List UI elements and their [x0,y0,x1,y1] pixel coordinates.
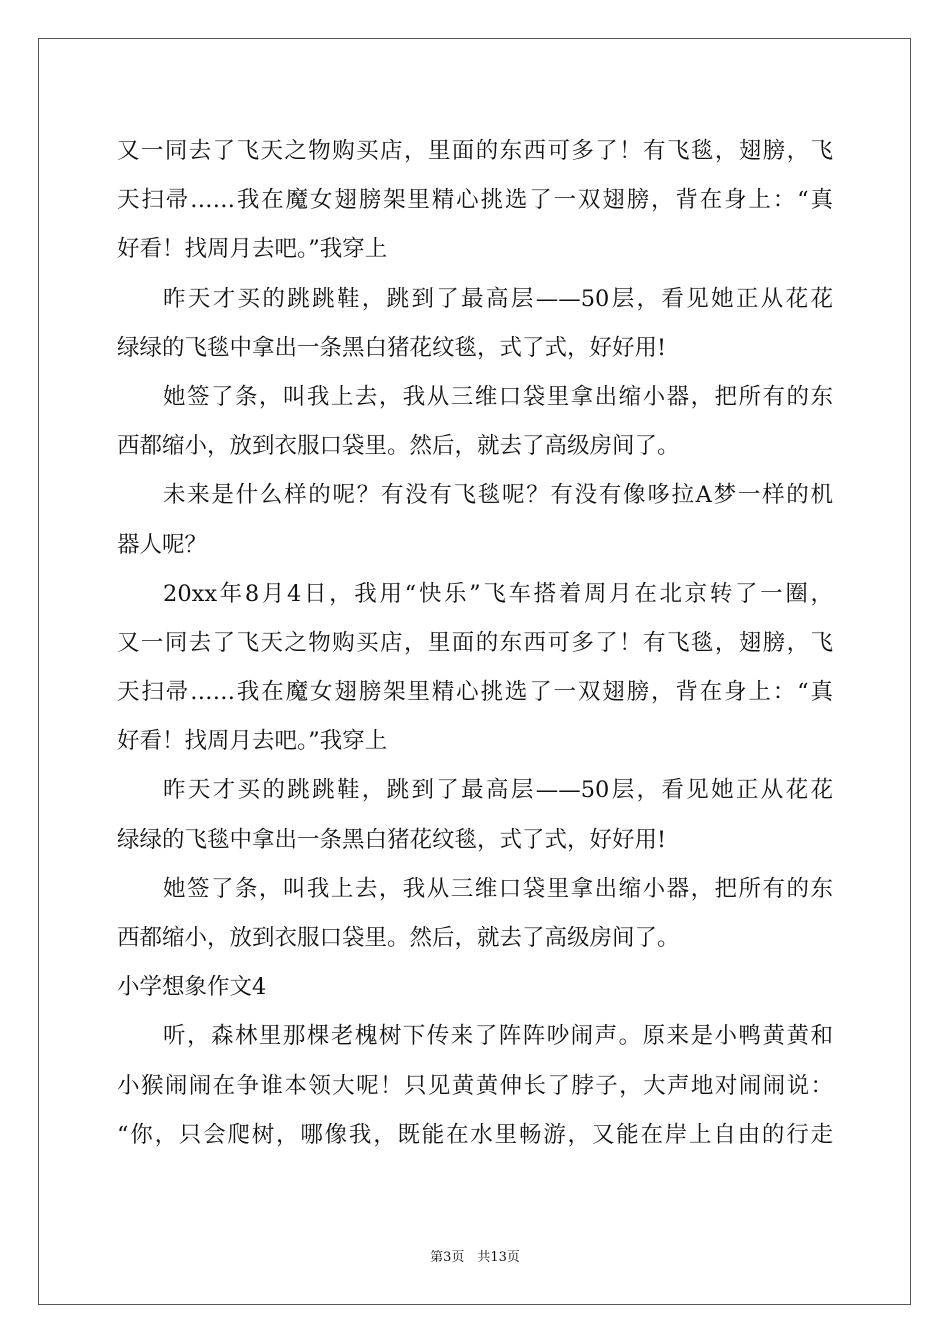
document-body [117,127,833,1160]
text-line: “你，只会爬树，哪像我，既能在水里畅游，又能在岸上自由的行走 [117,1121,833,1148]
text-line: 天扫帚……我在魔女翅膀架里精心挑选了一双翅膀，背在身上：“真 [117,187,833,214]
text-line: 她签了条，叫我上去，我从三维口袋里拿出缩小器，把所有的东 [163,383,833,410]
text-line: 好看！找周月去吧。”我穿上 [117,236,388,263]
text-line: 绿绿的飞毯中拿出一条黑白猪花纹毯，式了式，好好用! [117,334,667,361]
text-line: 西都缩小，放到衣服口袋里。然后，就去了高级房间了。 [117,925,680,951]
text-line: 西都缩小，放到衣服口袋里。然后，就去了高级房间了。 [117,433,680,460]
text-line: 绿绿的飞毯中拿出一条黑白猪花纹毯，式了式，好好用! [117,826,667,853]
text-line: 未来是什么样的呢？有没有飞毯呢？有没有像哆拉A梦一样的机 [163,482,833,509]
text-line: 又一同去了飞天之物购买店，里面的东西可多了！有飞毯，翅膀，飞 [117,629,833,656]
text-line: 昨天才买的跳跳鞋，跳到了最高层——50层，看见她正从花花 [163,777,833,804]
text-line: 她签了条，叫我上去，我从三维口袋里拿出缩小器，把所有的东 [163,875,833,902]
text-line: 又一同去了飞天之物购买店，里面的东西可多了！有飞毯，翅膀，飞 [117,138,833,164]
text-line: 好看！找周月去吧。”我穿上 [117,728,388,755]
text-line: 小猴闹闹在争谁本领大呢！只见黄黄伸长了脖子，大声地对闹闹说： [117,1072,833,1099]
text-line: 20xx年8月4日，我用“快乐”飞车搭着周月在北京转了一圈， [163,580,833,607]
text-line: 器人呢？ [117,531,208,558]
text-line: 昨天才买的跳跳鞋，跳到了最高层——50层，看见她正从花花 [163,285,833,312]
text-line: 小学想象作文4 [117,974,267,1001]
text-line: 听，森林里那棵老槐树下传来了阵阵吵闹声。原来是小鸭黄黄和 [163,1023,833,1050]
text-line: 天扫帚……我在魔女翅膀架里精心挑选了一双翅膀，背在身上：“真 [117,679,833,706]
page-footer: 第3页 共13页 [430,1250,520,1265]
